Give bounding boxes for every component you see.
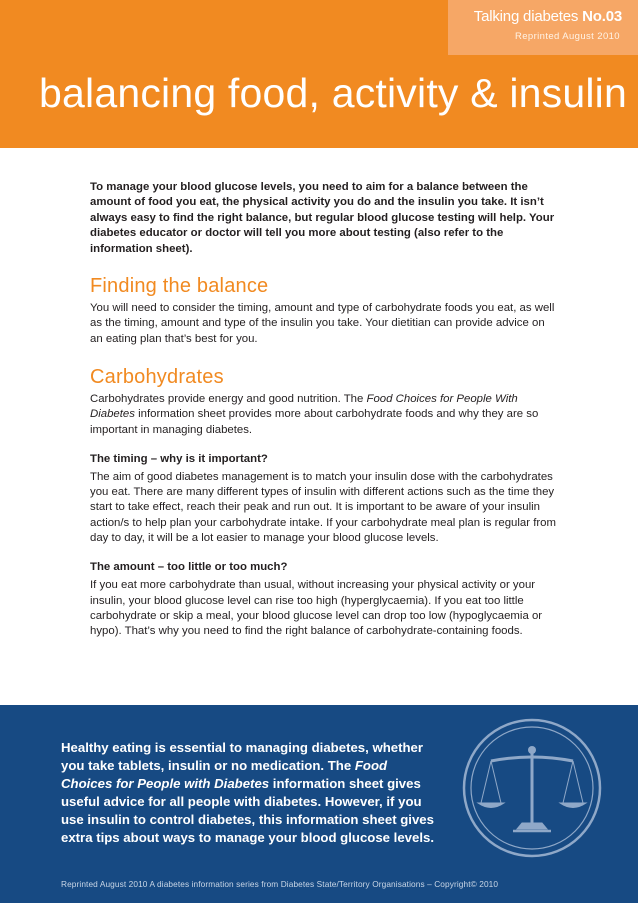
carbs-heading: Carbohydrates	[90, 365, 224, 388]
timing-body: The aim of good diabetes management is to match your insulin dose with the carbohydrates you eat. There are many different types of insulin with different actions such as the time they start to take effect, reach their peak and run out. It is important to be aware of your insulin action/s to help plan your carbohydrate intake. If your carbohydrate meal plan is regular from day to day, it will be a lot easier to manage your blood glucose levels.	[90, 470, 556, 544]
series-number: No.03	[582, 8, 622, 25]
series-prefix: Talking diabetes	[473, 8, 579, 25]
finding-heading: Finding the balance	[90, 275, 269, 298]
main-content	[90, 180, 560, 639]
footer-text-post: information sheet gives useful advice for all people with diabetes. However, if you use insulin to control diabetes, this information sheet gives extra tips about ways to manage your blood glucose levels.	[61, 776, 435, 846]
series-title	[474, 8, 622, 25]
series-tag	[448, 0, 638, 55]
page-title: balancing food, activity & insulin	[39, 70, 627, 116]
finding-body: You will need to consider the timing, amount and type of carbohydrate foods you eat, as well as the timing, amount and type of the insulin you take. Your dietitian can provide advice on an eating plan that’s best for you.	[90, 302, 555, 345]
carbs-body	[90, 392, 560, 438]
header-banner	[0, 0, 638, 148]
balance-scales-icon	[461, 717, 603, 859]
carbs-body-post: information sheet provides more about carbohydrate foods and why they are so important in managing diabetes.	[90, 408, 539, 436]
footer-copyright: Reprinted August 2010 A diabetes information series from Diabetes State/Territory Organisations – Copyright© 2010	[61, 879, 499, 889]
footer-text-pre: Healthy eating is essential to managing diabetes, whether you take tablets, insulin or no medication. The	[61, 740, 424, 774]
intro-paragraph: To manage your blood glucose levels, you need to aim for a balance between the amount of food you eat, the physical activity you do and the insulin you take. It isn’t always easy to find the right balance, but regular blood glucose testing will help. Your diabetes educator or doctor will tell you more about testing (also refer to the information sheet).	[90, 181, 555, 255]
carbs-body-italic: Food Choices for People With Diabetes	[90, 392, 518, 421]
footer-text-italic: Food Choices for People with Diabetes	[61, 758, 388, 792]
amount-body: If you eat more carbohydrate than usual, without increasing your physical activity or your insulin, your blood glucose level can rise too high (hyperglycaemia). If you eat too little carbohydrate or skip a meal, your blood glucose level can drop too low (hypoglycaemia or hypo). That’s why you need to find the right balance of carbohydrate-containing foods.	[90, 579, 543, 638]
carbs-body-pre: Carbohydrates provide energy and good nutrition. The	[90, 392, 367, 405]
footer-text	[61, 739, 441, 848]
reprint-date: Reprinted August 2010	[514, 31, 620, 42]
footer-panel	[0, 705, 638, 903]
amount-heading: The amount – too little or too much?	[90, 561, 288, 574]
timing-heading: The timing – why is it important?	[90, 452, 268, 465]
